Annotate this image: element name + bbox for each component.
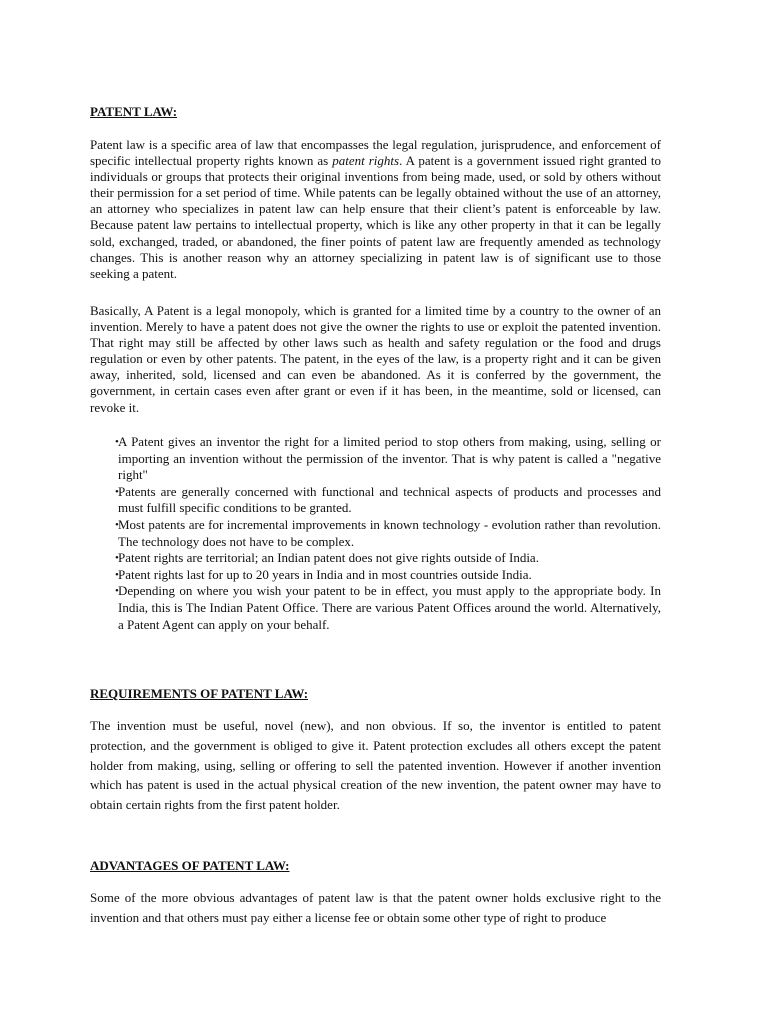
list-item — [90, 550, 661, 567]
list-item-text: Depending on where you wish your patent to be in effect, you must apply to the appropriate body. In India, this is The Indian Patent Office. There are various Patent Offices around the world. Alternatively, a Patent Agent can apply on your behalf. — [118, 583, 661, 632]
heading-patent-law: PATENT LAW: — [90, 104, 178, 119]
heading-requirements: REQUIREMENTS OF PATENT LAW: — [90, 686, 309, 701]
bullet-icon: • — [115, 552, 119, 565]
list-item — [90, 484, 661, 517]
list-item — [90, 583, 661, 633]
list-item — [90, 517, 661, 550]
bullet-list — [90, 434, 661, 633]
bullet-icon: • — [115, 568, 119, 581]
list-item-text: Patent rights last for up to 20 years in India and in most countries outside India. — [118, 566, 532, 582]
list-item — [90, 434, 661, 484]
list-item-text: A Patent gives an inventor the right for a limited period to stop others from making, using, selling or importing an invention without the permission of the inventor. That is why patent is called a "negative right" — [118, 434, 661, 483]
bullet-icon: • — [115, 485, 119, 498]
paragraph-patent-monopoly: Basically, A Patent is a legal monopoly, which is granted for a limited time by a country to the owner of an invention. Merely to have a patent does not give the owner the rights to use or exploit the patented invention. That right may still be affected by other laws such as health and safety regulation or the food and drugs regulation or even by other patents. The patent, in the eyes of the law, is a property right and it can be given away, inherited, sold, licensed and can even be abandoned. As it is conferred by the government, the government, in certain cases even after grant or even if it has been, in the meantime, sold or licensed, can revoke it. — [90, 303, 661, 415]
bullet-icon: • — [115, 436, 119, 448]
paragraph-patent-law-intro — [90, 137, 661, 282]
bullet-icon: • — [115, 518, 119, 531]
heading-advantages: ADVANTAGES OF PATENT LAW: — [90, 858, 290, 873]
paragraph-text: Patent law is a specific area of law that encompasses the legal regulation, jurisprudence, and enforcement of specific intellectual property rights known as — [90, 137, 661, 169]
list-item-text: Patent rights are territorial; an Indian patent does not give rights outside of India. — [118, 550, 539, 566]
list-item-text: Most patents are for incremental improvements in known technology - evolution rather than revolution. The technology does not have to be complex. — [118, 516, 661, 549]
bullet-icon: • — [115, 585, 119, 598]
italic-term: patent rights — [332, 153, 400, 169]
paragraph-requirements: The invention must be useful, novel (new), and non obvious. If so, the inventor is entitled to patent protection, and the government is obliged to give it. Patent protection excludes all others except the patent holder from making, using, selling or offering to sell the patented invention. However if another invention which has patent is used in the actual physical creation of the new invention, the patent owner may have to obtain certain rights from the first patent holder. — [90, 718, 661, 813]
paragraph-text: . A patent is a government issued right granted to individuals or groups that protects their original inventions from being made, used, or sold by others without their permission for a set period of time. While patents can be legally obtained without the use of an attorney, an attorney who specializes in patent law can help ensure that their client’s patent is enforceable by law. Because patent law pertains to intellectual property, which is like any other property in that it can be legally sold, exchanged, traded, or abandoned, the finer points of patent law are frequently amended as technology changes. This is another reason why an attorney specializing in patent law is of significant use to those seeking a patent. — [90, 153, 661, 281]
list-item — [90, 567, 661, 584]
paragraph-advantages: Some of the more obvious advantages of patent law is that the patent owner holds exclusive right to the invention and that others must pay either a license fee or obtain some other type of right to produce — [90, 890, 661, 925]
list-item-text: Patents are generally concerned with functional and technical aspects of products and processes and must fulfill specific conditions to be granted. — [118, 483, 661, 516]
